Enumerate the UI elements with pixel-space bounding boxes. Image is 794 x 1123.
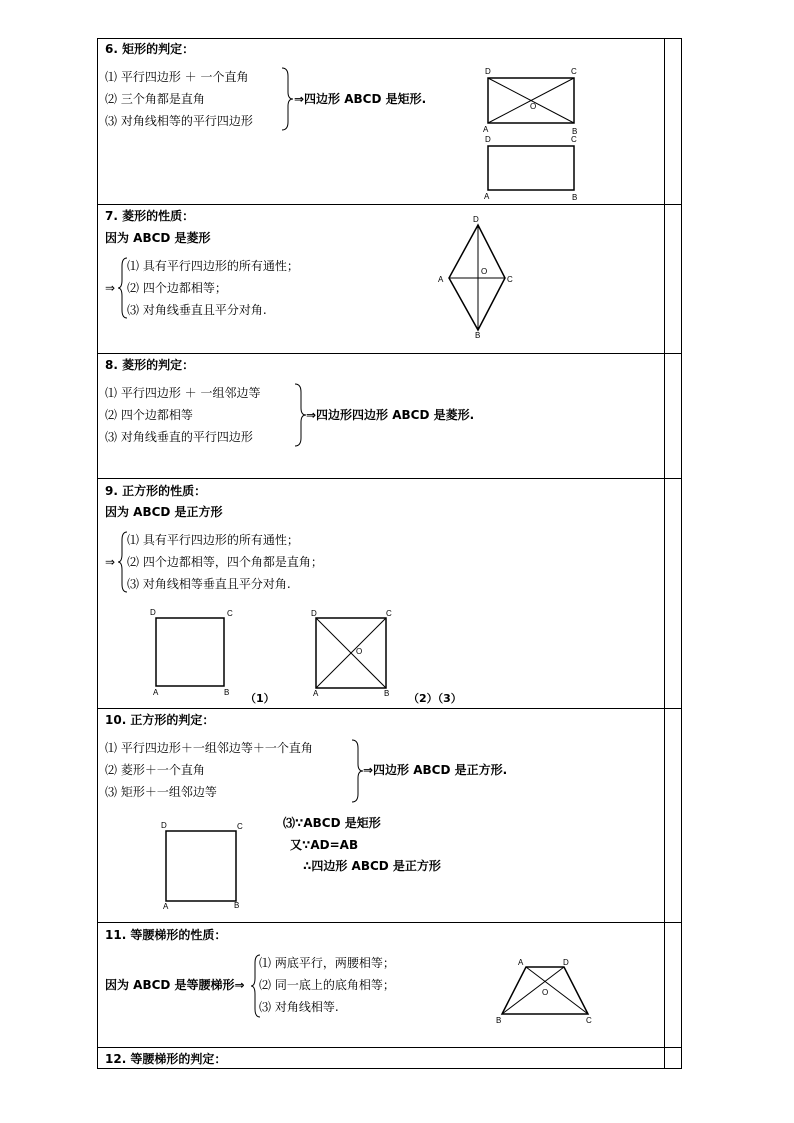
label-c: C [386,609,392,618]
s6-conclusion: ⇒四边形 ABCD 是矩形. [294,92,427,106]
s8-item-2: ⑵ 四个边都相等 [105,408,193,422]
s10-conclusion: ⇒四边形 ABCD 是正方形. [363,763,508,777]
label-c: C [586,1016,592,1025]
label-d: D [473,215,479,224]
s8-item-1: ⑴ 平行四边形 ＋ 一组邻边等 [105,386,261,400]
s7-item-2: ⑵ 四个边都相等； [127,281,227,295]
s9-premise: 因为 ABCD 是正方形 [105,505,223,519]
s7-arrow: ⇒ [105,281,116,295]
label-d: D [485,135,491,144]
s8-item-3: ⑶ 对角线垂直的平行四边形 [105,430,253,444]
row-divider [97,478,682,479]
label-b: B [572,127,578,136]
label-a: A [518,958,524,967]
label-o: O [356,647,363,656]
s9-item-2: ⑵ 四个边都相等，四个角都是直角； [127,555,323,569]
label-d: D [485,67,491,76]
s7-rhombus-figure [436,212,516,342]
label-b: B [224,688,230,697]
s6-brace [282,68,294,130]
label-o: O [542,988,549,997]
s9-item-1: ⑴ 具有平行四边形的所有通性； [127,533,299,547]
s9-square-figure-2 [308,608,398,698]
label-d: D [150,608,156,617]
label-a: A [484,192,490,201]
label-c: C [571,67,577,76]
s11-trapezoid-figure [490,955,600,1027]
section-7-title: 7. 菱形的性质： [105,209,195,223]
side-column-divider [664,38,665,1069]
section-8-title: 8. 菱形的判定： [105,358,195,372]
label-o: O [481,267,488,276]
s9-square-figure-1 [148,608,238,698]
label-a: A [483,125,489,134]
s7-premise: 因为 ABCD 是菱形 [105,231,211,245]
section-6-title: 6. 矩形的判定： [105,42,195,56]
s9-fig1-caption: （1） [245,692,275,705]
row-divider [97,708,682,709]
s7-item-3: ⑶ 对角线垂直且平分对角. [127,303,267,317]
s10-item-1: ⑴ 平行四边形＋一组邻边等＋一个直角 [105,741,313,755]
s11-item-2: ⑵ 同一底上的底角相等； [259,978,395,992]
s10-item-2: ⑵ 菱形＋一个直角 [105,763,205,777]
s8-conclusion: ⇒四边形四边形 ABCD 是菱形. [306,408,475,422]
s10-square-figure [158,818,250,912]
row-divider [97,922,682,923]
label-d: D [161,821,167,830]
s9-fig2-caption: （2）（3） [408,692,462,705]
label-c: C [507,275,513,284]
s6-item-3: ⑶ 对角线相等的平行四边形 [105,114,253,128]
label-a: A [313,689,319,698]
label-b: B [572,193,578,202]
s10-proof-line-2: 又∵AD=AB [290,838,359,852]
label-c: C [237,822,243,831]
row-divider [97,1047,682,1048]
label-b: B [475,331,481,340]
section-12-title: 12. 等腰梯形的判定： [105,1052,227,1066]
label-o: O [530,102,537,111]
s9-arrow: ⇒ [105,555,116,569]
s10-proof-line-1: ⑶∵ABCD 是矩形 [283,816,381,830]
section-9-title: 9. 正方形的性质： [105,484,207,498]
s10-proof-line-3: ∴四边形 ABCD 是正方形 [303,859,441,873]
section-11-title: 11. 等腰梯形的性质： [105,928,227,942]
s6-item-2: ⑵ 三个角都是直角 [105,92,205,106]
s7-item-1: ⑴ 具有平行四边形的所有通性； [127,259,299,273]
label-b: B [384,689,390,698]
label-b: B [234,901,240,910]
label-a: A [438,275,444,284]
label-a: A [163,902,169,911]
row-divider [97,204,682,205]
label-d: D [311,609,317,618]
s10-item-3: ⑶ 矩形＋一组邻边等 [105,785,217,799]
s6-rectangle-figures [480,66,590,206]
s11-item-1: ⑴ 两底平行，两腰相等； [259,956,395,970]
label-c: C [227,609,233,618]
label-b: B [496,1016,502,1025]
s9-item-3: ⑶ 对角线相等垂直且平分对角. [127,577,291,591]
row-divider [97,353,682,354]
s11-premise: 因为 ABCD 是等腰梯形⇒ [105,978,245,992]
s6-item-1: ⑴ 平行四边形 ＋ 一个直角 [105,70,249,84]
section-10-title: 10. 正方形的判定： [105,713,215,727]
label-a: A [153,688,159,697]
label-d: D [563,958,569,967]
label-c: C [571,135,577,144]
s11-item-3: ⑶ 对角线相等. [259,1000,339,1014]
